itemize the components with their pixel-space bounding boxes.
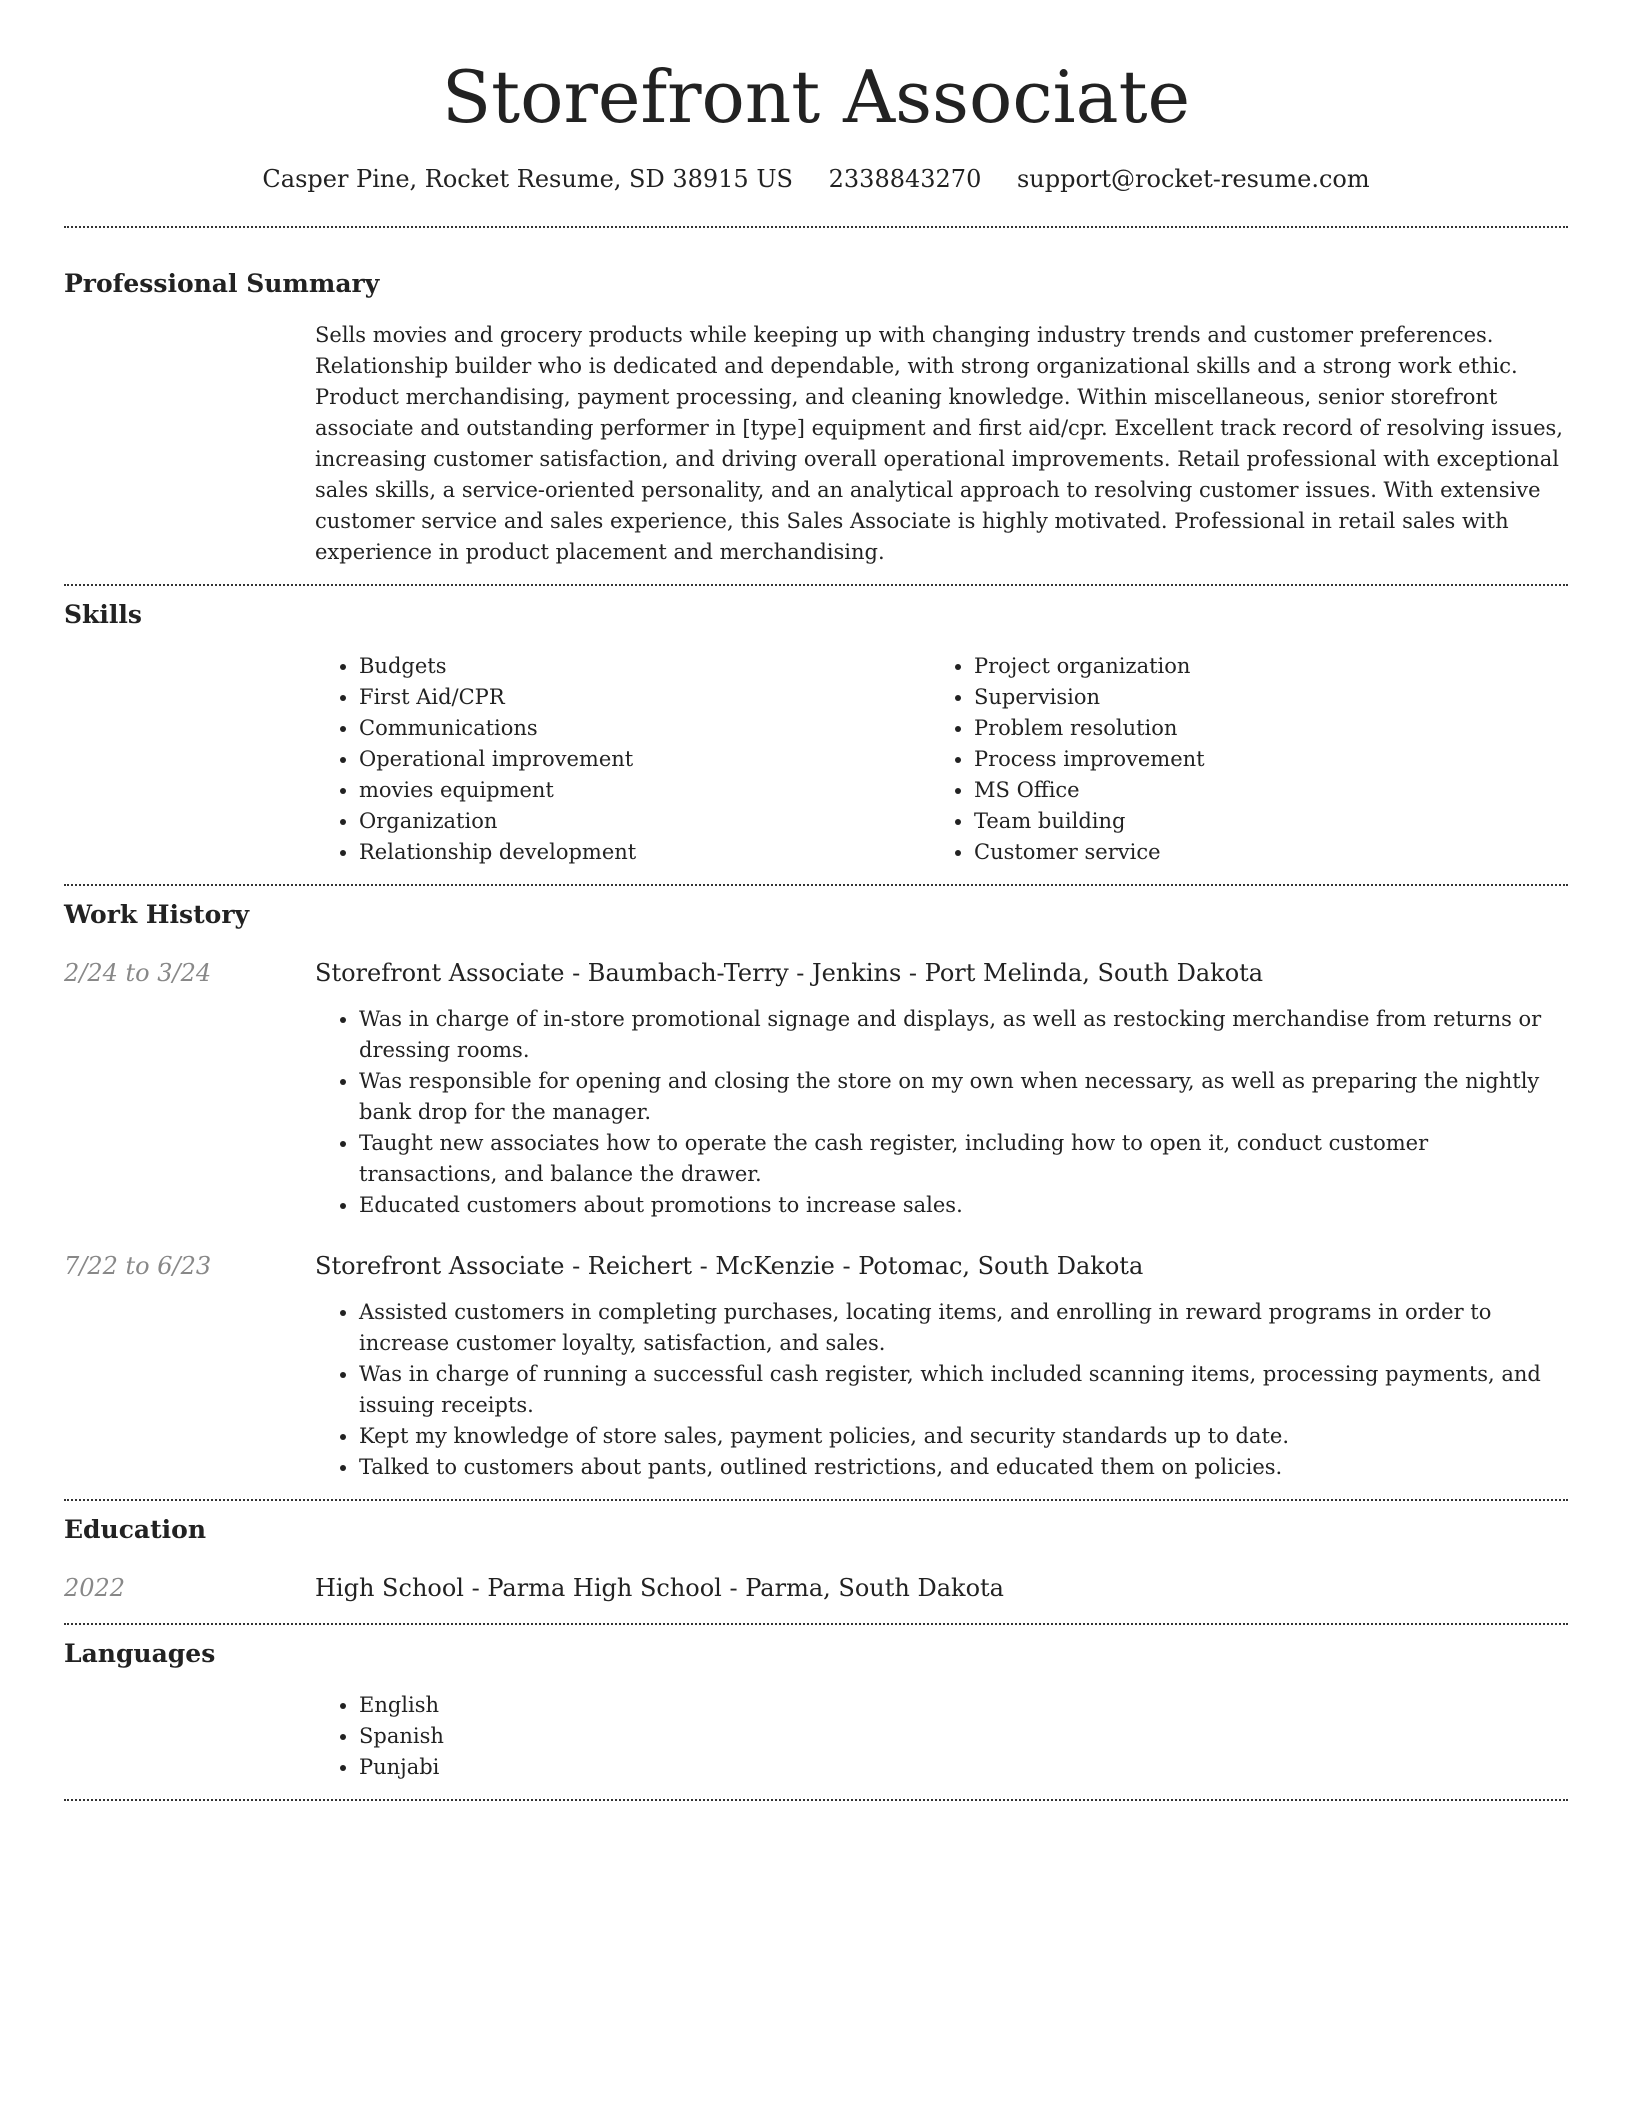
list-item: • Supervision xyxy=(974,682,1574,713)
work-heading: Work History xyxy=(64,900,250,929)
contact-email: support@rocket-resume.com xyxy=(1016,165,1370,193)
list-item: • Customer service xyxy=(974,837,1574,868)
list-item: • Was in charge of running a successful cash register, which included scanning items, processing payments, and issuing receipts. xyxy=(359,1359,1568,1421)
resume-page xyxy=(64,0,1568,1801)
education-entry xyxy=(64,1571,1568,1605)
job-entry xyxy=(64,1249,1568,1483)
skills-section xyxy=(64,651,1568,868)
job-dates: 7/22 to 6/23 xyxy=(64,1252,212,1280)
list-item: • Talked to customers about pants, outlined restrictions, and educated them on policies. xyxy=(359,1452,1568,1483)
list-item: • Budgets xyxy=(359,651,930,682)
list-item: • Organization xyxy=(359,806,930,837)
list-item: • Problem resolution xyxy=(974,713,1574,744)
job-bullets xyxy=(315,1297,1568,1483)
education-year: 2022 xyxy=(64,1574,126,1602)
education-heading: Education xyxy=(64,1515,207,1544)
list-item: • Operational improvement xyxy=(359,744,930,775)
job-title: Storefront Associate - Baumbach-Terry - Jenkins - Port Melinda, South Dakota xyxy=(315,959,1264,987)
summary-heading: Professional Summary xyxy=(64,269,380,298)
divider xyxy=(64,1799,1568,1801)
summary-text: Sells movies and grocery products while keeping up with changing industry trends and customer preferences. Relationship builder who is dedicated and dependable, with strong organizational skills and a strong work ethic. Product merchandising, payment processing, and cleaning knowledge. Within miscellaneous, senior storefront associate and outstanding performer in [type] equipment and first aid/cpr. Excellent track record of resolving issues, increasing customer satisfaction, and driving overall operational improvements. Retail professional with exceptional sales skills, a service-oriented personality, and an analytical approach to resolving customer issues. With extensive customer service and sales experience, this Sales Associate is highly motivated. Professional in retail sales with experience in product placement and merchandising. xyxy=(315,323,1563,564)
job-dates: 2/24 to 3/24 xyxy=(64,959,212,987)
list-item: • Project organization xyxy=(974,651,1574,682)
list-item: • Spanish xyxy=(359,1721,1568,1752)
list-item: • Team building xyxy=(974,806,1574,837)
list-item: • Assisted customers in completing purchases, locating items, and enrolling in reward programs in order to increase customer loyalty, satisfaction, and sales. xyxy=(359,1297,1568,1359)
languages-section xyxy=(64,1690,1568,1783)
list-item: • MS Office xyxy=(974,775,1574,806)
list-item: • movies equipment xyxy=(359,775,930,806)
list-item: • Kept my knowledge of store sales, payment policies, and security standards up to date. xyxy=(359,1421,1568,1452)
job-bullets xyxy=(315,1004,1568,1221)
summary-section xyxy=(64,320,1568,568)
contact-phone: 2338843270 xyxy=(828,165,982,193)
job-entry xyxy=(64,956,1568,1221)
list-item: • Educated customers about promotions to increase sales. xyxy=(359,1190,1568,1221)
list-item: • English xyxy=(359,1690,1568,1721)
resume-title: Storefront Associate xyxy=(441,55,1191,139)
list-item: • Was in charge of in-store promotional signage and displays, as well as restocking merchandise from returns or dressing rooms. xyxy=(359,1004,1568,1066)
job-title: Storefront Associate - Reichert - McKenzie - Potomac, South Dakota xyxy=(315,1252,1144,1280)
languages-list xyxy=(315,1690,1568,1783)
list-item: • Taught new associates how to operate the cash register, including how to open it, conduct customer transactions, and balance the drawer. xyxy=(359,1128,1568,1190)
list-item: • Was responsible for opening and closing the store on my own when necessary, as well as preparing the nightly bank drop for the manager. xyxy=(359,1066,1568,1128)
languages-heading: Languages xyxy=(64,1639,216,1668)
list-item: • Process improvement xyxy=(974,744,1574,775)
education-title: High School - Parma High School - Parma, South Dakota xyxy=(315,1574,1004,1602)
contact-line xyxy=(64,162,1568,196)
list-item: • Communications xyxy=(359,713,930,744)
list-item: • First Aid/CPR xyxy=(359,682,930,713)
list-item: • Punjabi xyxy=(359,1752,1568,1783)
contact-address: Casper Pine, Rocket Resume, SD 38915 US xyxy=(262,165,793,193)
skills-list-left xyxy=(315,651,930,868)
list-item: • Relationship development xyxy=(359,837,930,868)
skills-list-right xyxy=(930,651,1574,868)
skills-heading: Skills xyxy=(64,600,142,629)
